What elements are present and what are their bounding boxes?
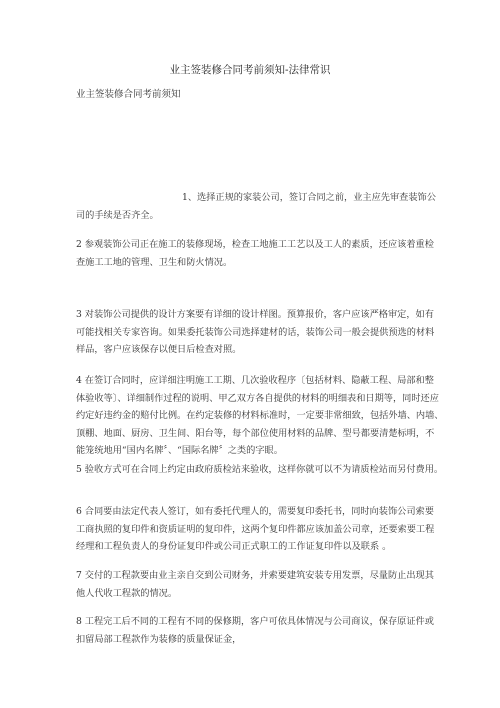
paragraph-line: 经理和工程负责人的身份证复印件或公司正式职工的工作证复印件以及联系 。 — [76, 541, 392, 552]
paragraph-line: 1、选择正规的家装公司，签订合同之前，业主应先审查装饰公 — [182, 192, 436, 203]
paragraph-line: 他人代收工程款的情况。 — [76, 587, 178, 599]
paragraph-line: 可能找相关专家咨询。如果委托装饰公司选择建材的话，装饰公司一般会提供预选的材料 — [76, 326, 435, 338]
paragraph-2 — [76, 236, 434, 271]
paragraph-line: 8 工程完工后不同的工程有不同的保修期，客户可依具体情况与公司商议，保存原证件或 — [76, 616, 434, 627]
paragraph-6 — [76, 503, 435, 556]
paragraph-4 — [76, 372, 444, 460]
paragraph-line: 顶棚、地面、厨房、卫生间、阳台等，每个部位使用材料的品牌、型号都要清楚标明，不 — [76, 427, 435, 439]
document-title: 业主签装修合同考前须知-法律常识 — [169, 64, 331, 76]
document-subtitle: 业主签装修合同考前须知 — [76, 89, 181, 100]
paragraph-line: 5 验收方式可在合同上约定由政府质检站来验收，这样你就可以不为请质检站而另付费用。 — [76, 464, 444, 475]
paragraph-line: 司的手续是否齐全。 — [76, 209, 159, 221]
paragraph-3 — [76, 306, 435, 359]
paragraph-line: 能笼统地用“国内名牌〞、“国际名牌〞之类的字眼。 — [76, 445, 283, 456]
paragraph-line: 4 在签订合同时，应详细注明施工工期、几次验收程序〔包括材料、隐蔽工程、局部和整 — [76, 375, 434, 386]
paragraph-7 — [76, 567, 434, 602]
paragraph-8 — [76, 613, 434, 648]
paragraph-line: 扣留局部工程款作为装修的质量保证金， — [76, 633, 242, 645]
paragraph-1 — [76, 189, 436, 224]
paragraph-line: 工商执照的复印件和资质证明的复印件，这两个复印件都应该加盖公司章，还要索要工程 — [76, 523, 435, 535]
paragraph-line: 6 合同要由法定代表人签订，如有委托代理人的，需要复印委托书，同时向装饰公司索要 — [76, 506, 434, 517]
paragraph-line: 体验收等〕、详细制作过程的说明、甲乙双方各自提供的材料的明细表和日期等，同时还应 — [76, 392, 439, 404]
paragraph-line: 2 参观装饰公司正在施工的装修现场，检查工地施工工艺以及工人的素质，还应该着重检 — [76, 239, 434, 250]
paragraph-line: 7 交付的工程款要由业主亲自交到公司财务，并索要建筑安装专用发票，尽量防止出现其 — [76, 570, 434, 581]
paragraph-line: 约定好违约金的赔付比例。在约定装修的材料标准时，一定要非常细致，包括外墙、内墙、 — [76, 410, 444, 421]
paragraph-5 — [76, 461, 444, 479]
paragraph-line: 查施工工地的管理、卫生和防火情况。 — [76, 256, 233, 268]
paragraph-line: 3 对装饰公司提供的设计方案要有详细的设计样图。预算报价，客户应该严格审定，如有 — [76, 309, 434, 320]
paragraph-line: 样品，客户应该保存以便日后检查对照。 — [76, 344, 242, 355]
